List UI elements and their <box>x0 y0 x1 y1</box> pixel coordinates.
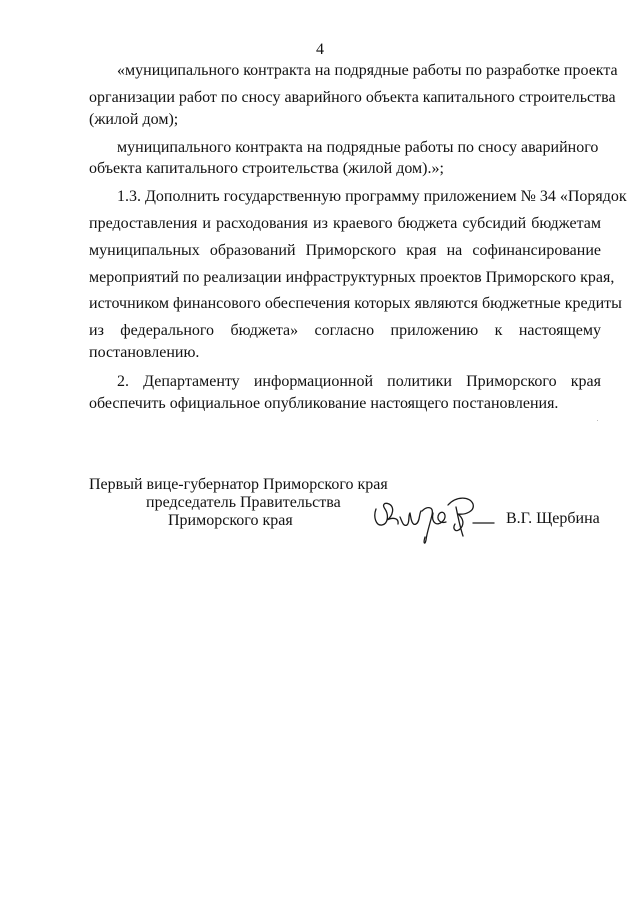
body-line: муниципального контракта на подрядные работы по сносу аварийного <box>117 139 599 156</box>
body-line: источником финансового обеспечения которых являются бюджетные кредиты <box>89 295 622 312</box>
scan-speck <box>597 420 598 421</box>
body-line: (жилой дом); <box>89 111 179 128</box>
body-line: предоставления и расходования из краевого бюджета субсидий бюджетам <box>89 215 601 232</box>
body-line: постановлению. <box>89 344 200 361</box>
signer-position-line: Первый вице-губернатор Приморского края <box>89 476 388 493</box>
handwritten-signature <box>370 493 495 548</box>
body-line: объекта капитального строительства (жилой дом).»; <box>89 160 444 177</box>
body-line: 1.3. Дополнить государственную программу приложением № 34 «Порядок <box>117 188 627 205</box>
body-line: «муниципального контракта на подрядные работы по разработке проекта <box>117 62 618 79</box>
signer-position-line: Приморского края <box>168 512 293 529</box>
body-line: обеспечить официальное опубликование настоящего постановления. <box>89 395 559 412</box>
body-line: муниципальных образований Приморского края на софинансирование <box>89 242 601 259</box>
body-line: 2. Департаменту информационной политики Приморского края <box>117 373 601 390</box>
signer-name: В.Г. Щербина <box>506 510 600 527</box>
page-number: 4 <box>316 41 324 58</box>
body-line: из федерального бюджета» согласно приложению к настоящему <box>89 322 601 339</box>
signer-position-line: председатель Правительства <box>146 494 341 511</box>
body-line: организации работ по сносу аварийного объекта капитального строительства <box>89 89 616 106</box>
body-line: мероприятий по реализации инфраструктурных проектов Приморского края, <box>89 269 615 286</box>
